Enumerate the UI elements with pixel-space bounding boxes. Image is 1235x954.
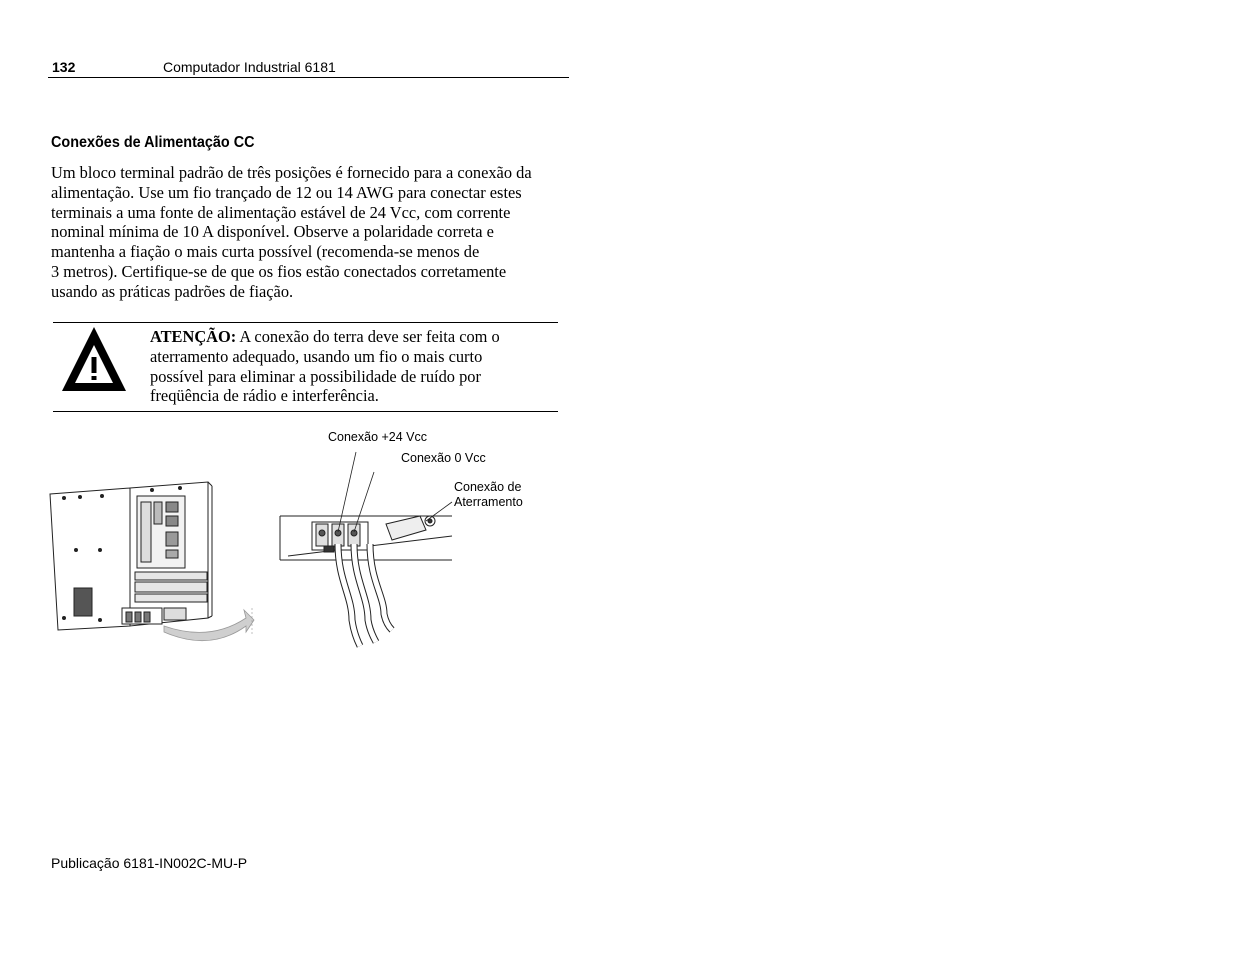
power-connection-figure — [40, 420, 580, 660]
computer-rear-illustration — [50, 482, 212, 630]
running-header-title: Computador Industrial 6181 — [163, 59, 336, 75]
paragraph-line: terminais a uma fonte de alimentação estável de 24 Vcc, com corrente — [51, 202, 511, 222]
callout-ground-line1: Conexão de — [454, 480, 522, 494]
terminal-block-detail — [280, 516, 452, 646]
section-title: Conexões de Alimentação CC — [51, 134, 255, 151]
attention-line: aterramento adequado, usando um fio o mais curto — [150, 346, 483, 366]
paragraph-line: usando as práticas padrões de fiação. — [51, 281, 294, 301]
callout-plus24: Conexão +24 Vcc — [328, 430, 428, 444]
attention-top-rule — [53, 322, 558, 323]
attention-label: ATENÇÃO: — [150, 327, 237, 346]
attention-line-rest: A conexão do terra deve ser feita com o — [236, 327, 500, 346]
attention-text — [150, 327, 550, 406]
attention-line: freqüência de rádio e interferência. — [150, 386, 379, 406]
figure-drawing — [40, 420, 580, 660]
body-paragraph — [51, 163, 561, 302]
attention-line: possível para eliminar a possibilidade de ruído por — [150, 366, 481, 386]
paragraph-line: alimentação. Use um fio trançado de 12 ou 14 AWG para conectar estes — [51, 182, 522, 202]
paragraph-line: 3 metros). Certifique-se de que os fios estão conectados corretamente — [51, 261, 507, 281]
attention-line — [150, 327, 550, 347]
header-rule — [48, 77, 569, 78]
warning-triangle-icon — [60, 325, 128, 393]
callout-ground-line2: Aterramento — [454, 495, 523, 509]
paragraph-line: Um bloco terminal padrão de três posições é fornecido para a conexão da — [51, 163, 532, 182]
callout-zero: Conexão 0 Vcc — [401, 451, 486, 465]
publication-footer: Publicação 6181-IN002C-MU-P — [51, 855, 248, 871]
paragraph-line: nominal mínima de 10 A disponível. Observe a polaridade correta e — [51, 222, 494, 242]
page-number: 132 — [52, 59, 76, 75]
attention-bottom-rule — [53, 411, 558, 412]
paragraph-line: mantenha a fiação o mais curta possível (recomenda-se menos de — [51, 242, 480, 262]
callout-ground — [454, 480, 523, 510]
